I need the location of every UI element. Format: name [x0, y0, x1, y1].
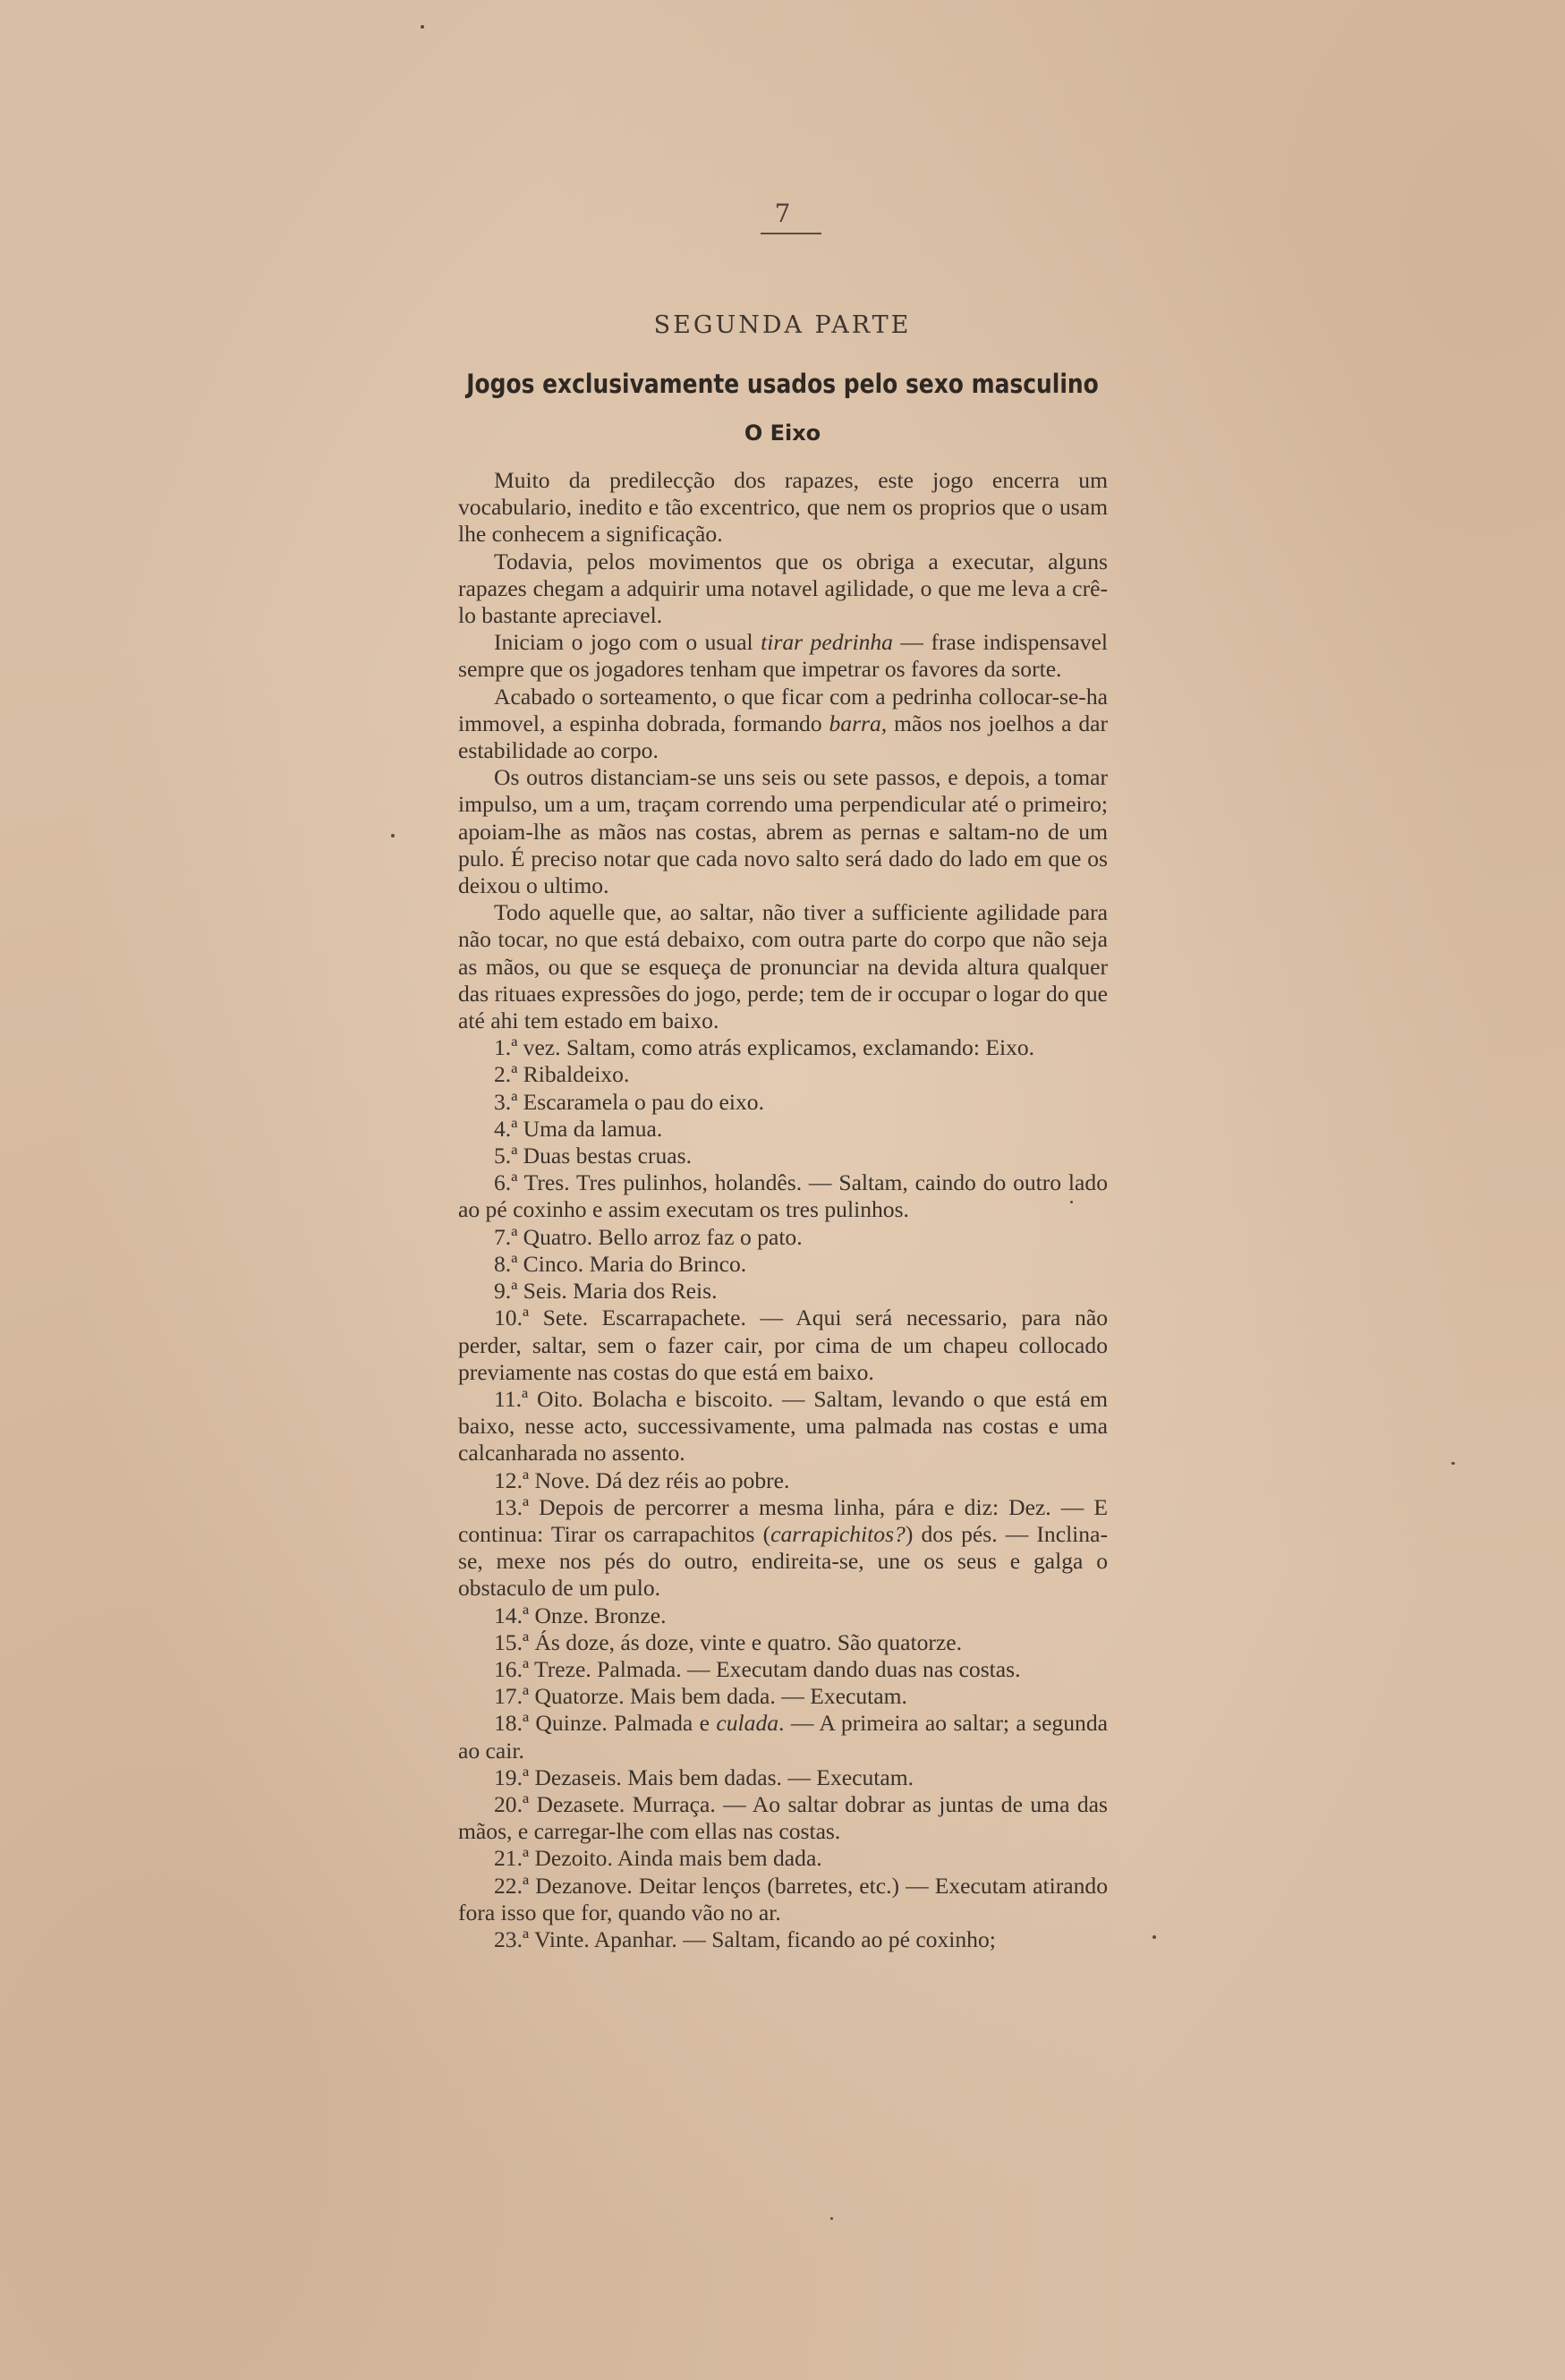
- paragraph: [458, 1656, 1108, 1683]
- paragraph: [458, 467, 1108, 548]
- paragraph: [458, 1089, 1108, 1116]
- paragraph-text: 7.ª Quatro. Bello arroz faz o pato.: [494, 1223, 803, 1250]
- paragraph: [458, 1305, 1108, 1386]
- paragraph: [458, 1467, 1108, 1494]
- paragraph-text: Todavia, pelos movimentos que os obriga a executar, alguns rapazes chegam a adquirir uma notavel agilidade, o que me leva a crê-lo bastante apreciavel.: [458, 548, 1108, 629]
- paragraph-text: Iniciam o jogo com o usual: [494, 629, 761, 656]
- paragraph-text: 6.ª Tres. Tres pulinhos, holandês. — Saltam, caindo do outro lado ao pé coxinho e assim executam os tres pulinhos.: [458, 1169, 1108, 1223]
- paragraph: [458, 1791, 1108, 1845]
- paragraph-text: 14.ª Onze. Bronze.: [494, 1602, 667, 1628]
- paragraph: [458, 1386, 1108, 1467]
- paper-speck: [1070, 1201, 1073, 1203]
- paragraph-text: 9.ª Seis. Maria dos Reis.: [494, 1278, 718, 1305]
- paragraph-text: Todo aquelle que, ao saltar, não tiver a sufficiente agilidade para não tocar, no que está debaixo, com outra parte do corpo que não seja as mãos, ou que se esqueça de pronunciar na devida altura qualquer das rituaes expressões do jogo, perde; tem de ir occupar o logar do que até ahi tem estado em baixo.: [458, 899, 1108, 1034]
- paragraph-text: 21.ª Dezoito. Ainda mais bem dada.: [494, 1845, 822, 1872]
- paragraph: [458, 548, 1108, 630]
- paper-speck: [421, 25, 424, 29]
- paragraph-text: Os outros distanciam-se uns seis ou sete passos, e depois, a tomar impulso, um a um, traçam correndo uma perpendicular até o primeiro; apoiam-lhe as mãos nas costas, abrem as pernas e saltam-no de um pulo. É preciso notar que cada novo salto será dado do lado em que os deixou o ultimo.: [458, 764, 1108, 899]
- paragraph: [458, 1845, 1108, 1872]
- paragraph: [458, 684, 1108, 765]
- paragraph: [458, 1602, 1108, 1629]
- paragraph: [458, 1873, 1108, 1926]
- paragraph: [458, 1169, 1108, 1223]
- paragraph-text: 23.ª Vinte. Apanhar. — Saltam, ficando ao pé coxinho;: [494, 1925, 996, 1952]
- paragraph-text: 13.ª Depois de percorrer a mesma linha, pára e diz: Dez. — E continua: Tirar os carrapachitos (: [458, 1493, 1108, 1547]
- paragraph-text: 10.ª Sete. Escarrapachete. — Aqui será necessario, para não perder, saltar, sem o fazer cair, por cima de um chapeu collocado previamente nas costas do que está em baixo.: [458, 1305, 1108, 1385]
- paragraph: [458, 629, 1108, 683]
- part-title: SEGUNDA PARTE: [653, 311, 912, 339]
- paragraph-text: 16.ª Treze. Palmada. — Executam dando duas nas costas.: [494, 1655, 1021, 1682]
- chapter-heading: Jogos exclusivamente usados pelo sexo masculino: [466, 369, 1099, 399]
- paragraph: [458, 1494, 1108, 1602]
- paragraph-text: 1.ª vez. Saltam, como atrás explicamos, exclamando: Eixo.: [494, 1034, 1035, 1061]
- section-heading: O Eixo: [744, 421, 821, 446]
- paragraph: [458, 1764, 1108, 1791]
- italic-term: tirar pedrinha: [761, 629, 893, 656]
- paragraph-text: 19.ª Dezaseis. Mais bem dadas. — Executam.: [494, 1764, 914, 1790]
- paragraph-text: 17.ª Quatorze. Mais bem dada. — Executam.: [494, 1683, 907, 1710]
- paragraph-text: mãos nos joelhos a dar estabilidade ao corpo.: [458, 710, 1108, 764]
- paragraph-text: 8.ª Cinco. Maria do Brinco.: [494, 1250, 747, 1277]
- paragraph-text: 3.ª Escaramela o pau do eixo.: [494, 1088, 764, 1115]
- paper-speck: [1152, 1935, 1156, 1939]
- paragraph-text: Acabado o sorteamento, o que ficar com a pedrinha collocar-se-ha immovel, a espinha dobrada, formando: [458, 683, 1108, 736]
- paragraph: [458, 1251, 1108, 1278]
- paragraph: [458, 1061, 1108, 1088]
- paragraph-text: 18.ª Quinze. Palmada e: [494, 1710, 717, 1737]
- paper-speck: [391, 834, 395, 837]
- paragraph: [458, 1710, 1108, 1764]
- paragraph-text: 12.ª Nove. Dá dez réis ao pobre.: [494, 1466, 790, 1493]
- italic-term: carrapichitos?: [770, 1520, 906, 1547]
- paragraph-text: . — A primeira ao saltar; a segunda ao cair.: [458, 1710, 1108, 1764]
- paragraph: [458, 1116, 1108, 1143]
- paper-speck: [1451, 1462, 1455, 1465]
- paragraph: [458, 1034, 1108, 1061]
- paragraph: [458, 1926, 1108, 1953]
- paragraph: [458, 1278, 1108, 1305]
- paragraph-text: 15.ª Ás doze, ás doze, vinte e quatro. São quatorze.: [494, 1628, 963, 1655]
- paragraph-text: ) dos pés. — Inclina-se, mexe nos pés do outro, endireita-se, une os seus e galga o obstaculo de um pulo.: [458, 1520, 1108, 1602]
- paragraph-text: 4.ª Uma da lamua.: [494, 1115, 663, 1142]
- italic-term: culada: [716, 1710, 779, 1737]
- paragraph-text: 20.ª Dezasete. Murraça. — Ao saltar dobrar as juntas de uma das mãos, e carregar-lhe com ellas nas costas.: [458, 1790, 1108, 1845]
- body-text: [458, 467, 1108, 1953]
- paragraph-text: 11.ª Oito. Bolacha e biscoito. — Saltam, levando o que está em baixo, nesse acto, successivamente, uma palmada nas costas e uma calcanharada no assento.: [458, 1385, 1108, 1466]
- paragraph-text: — frase indispensavel sempre que os jogadores tenham que impetrar os favores da sorte.: [458, 629, 1108, 683]
- paragraph-text: Muito da predilecção dos rapazes, este jogo encerra um vocabulario, inedito e tão excentrico, que nem os proprios que o usam lhe conhecem a significação.: [458, 467, 1108, 548]
- paragraph: [458, 764, 1108, 899]
- italic-term: barra,: [829, 710, 888, 736]
- paper-speck: [830, 2217, 833, 2220]
- paragraph: [458, 1683, 1108, 1710]
- paragraph: [458, 1224, 1108, 1251]
- paragraph-text: 2.ª Ribaldeixo.: [494, 1061, 630, 1088]
- paragraph-text: 22.ª Dezanove. Deitar lenços (barretes, etc.) — Executam atirando fora isso que for, quando vão no ar.: [458, 1872, 1108, 1925]
- paragraph: [458, 1629, 1108, 1656]
- paragraph-text: 5.ª Duas bestas cruas.: [494, 1143, 692, 1169]
- page-number: 7: [774, 199, 791, 228]
- page-number-rule: [761, 233, 821, 234]
- paragraph: [458, 899, 1108, 1034]
- paragraph: [458, 1143, 1108, 1169]
